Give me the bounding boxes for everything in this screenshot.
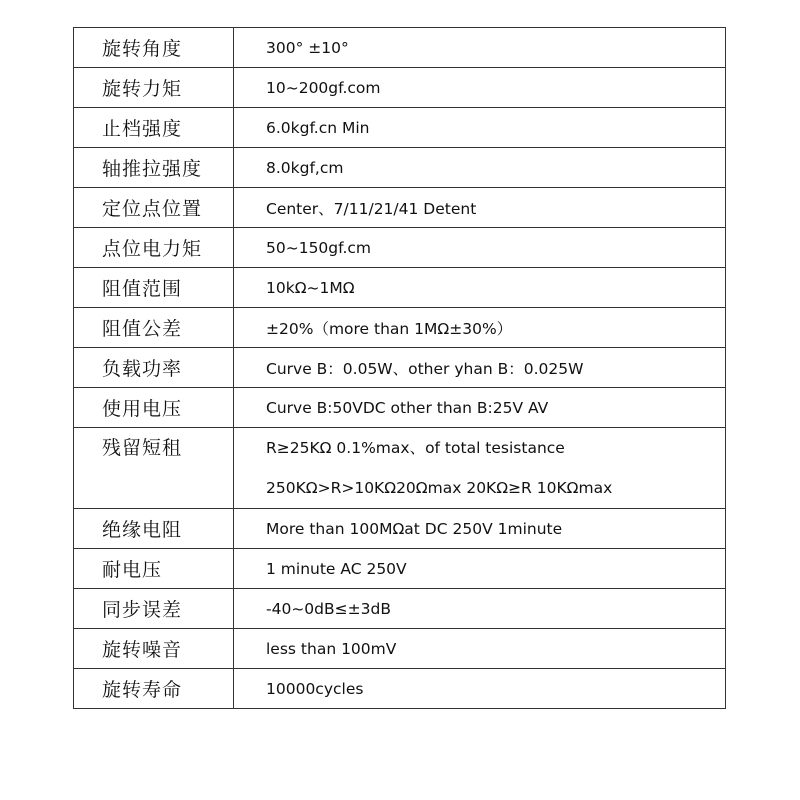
row-label: 阻值公差	[74, 308, 234, 348]
table-row	[74, 228, 726, 268]
row-label: 耐电压	[74, 549, 234, 589]
table-row	[74, 108, 726, 148]
row-label: 止档强度	[74, 108, 234, 148]
row-value-line-2: 250KΩ>R>10KΩ20Ωmax 20KΩ≥R 10KΩmax	[266, 479, 613, 497]
row-label: 负载功率	[74, 348, 234, 388]
row-value: Center、7/11/21/41 Detent	[234, 188, 726, 228]
row-value: 1 minute AC 250V	[234, 549, 726, 589]
row-value: -40~0dB≤±3dB	[234, 589, 726, 629]
table-row	[74, 428, 726, 509]
table-row	[74, 268, 726, 308]
row-label	[74, 428, 234, 509]
row-value: 50~150gf.cm	[234, 228, 726, 268]
table-row	[74, 188, 726, 228]
table-row	[74, 388, 726, 428]
row-label: 旋转寿命	[74, 669, 234, 709]
row-label: 使用电压	[74, 388, 234, 428]
row-value: More than 100MΩat DC 250V 1minute	[234, 509, 726, 549]
row-label: 同步误差	[74, 589, 234, 629]
row-value	[234, 428, 726, 509]
row-value: 10000cycles	[234, 669, 726, 709]
row-label: 旋转力矩	[74, 68, 234, 108]
row-value: 8.0kgf,cm	[234, 148, 726, 188]
table-row	[74, 348, 726, 388]
row-label: 绝缘电阻	[74, 509, 234, 549]
row-value: Curve B:50VDC other than B:25V AV	[234, 388, 726, 428]
row-value: ±20%（more than 1MΩ±30%）	[234, 308, 726, 348]
spec-table	[73, 27, 726, 709]
row-value-line-1: R≥25KΩ 0.1%max、of total tesistance	[266, 439, 565, 457]
table-row	[74, 669, 726, 709]
row-value: 6.0kgf.cn Min	[234, 108, 726, 148]
row-label: 定位点位置	[74, 188, 234, 228]
row-label: 旋转噪音	[74, 629, 234, 669]
table-row	[74, 28, 726, 68]
table-row	[74, 509, 726, 549]
row-label: 轴推拉强度	[74, 148, 234, 188]
row-label: 旋转角度	[74, 28, 234, 68]
table-row	[74, 629, 726, 669]
table-row	[74, 148, 726, 188]
row-label: 点位电力矩	[74, 228, 234, 268]
row-label: 阻值范围	[74, 268, 234, 308]
table-row	[74, 549, 726, 589]
table-row	[74, 68, 726, 108]
table-row	[74, 589, 726, 629]
row-value: 10~200gf.com	[234, 68, 726, 108]
row-value: 10kΩ~1MΩ	[234, 268, 726, 308]
row-label-text: 残留短租	[102, 437, 183, 459]
row-value: less than 100mV	[234, 629, 726, 669]
row-value: 300° ±10°	[234, 28, 726, 68]
row-value: Curve B：0.05W、other yhan B：0.025W	[234, 348, 726, 388]
table-row	[74, 308, 726, 348]
